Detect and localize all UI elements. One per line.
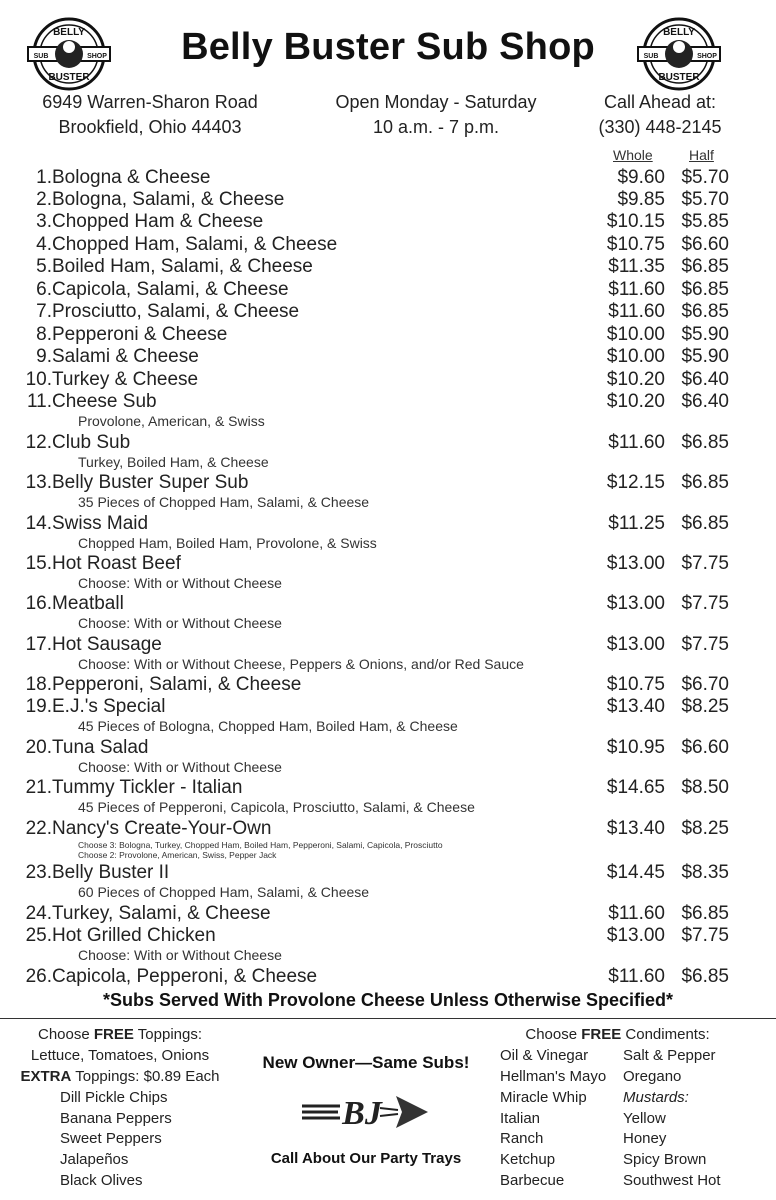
item-description: 45 Pieces of Pepperoni, Capicola, Prosciutto, Salami, & Cheese bbox=[78, 799, 475, 815]
item-number: 14. bbox=[25, 513, 52, 534]
price-half: $8.50 bbox=[681, 777, 729, 798]
item-name: Nancy's Create-Your-Own bbox=[52, 818, 272, 839]
item-number: 10. bbox=[25, 369, 52, 390]
extra-topping-item: Sweet Peppers bbox=[60, 1130, 162, 1147]
call-ahead-block bbox=[570, 90, 750, 140]
column-whole: Whole bbox=[613, 147, 653, 163]
item-name: Cheese Sub bbox=[52, 391, 157, 412]
price-whole: $9.60 bbox=[617, 167, 665, 188]
price-whole: $11.25 bbox=[608, 513, 665, 534]
hours-line2: 10 a.m. - 7 p.m. bbox=[372, 117, 500, 137]
provolone-footnote: *Subs Served With Provolone Cheese Unless Otherwise Specified* bbox=[102, 990, 673, 1010]
price-half: $6.85 bbox=[681, 301, 729, 322]
item-description: 35 Pieces of Chopped Ham, Salami, & Cheese bbox=[78, 494, 370, 510]
condiment-item: Salt & Pepper bbox=[623, 1047, 716, 1064]
item-description: Chopped Ham, Boiled Ham, Provolone, & Swiss bbox=[78, 535, 377, 551]
item-name: Prosciutto, Salami, & Cheese bbox=[52, 301, 300, 322]
mustard-item: Southwest Hot bbox=[623, 1172, 721, 1189]
price-whole: $10.20 bbox=[606, 369, 665, 390]
price-half: $6.85 bbox=[681, 432, 729, 453]
address-block bbox=[20, 90, 280, 140]
price-whole: $11.60 bbox=[608, 279, 665, 300]
item-name: Capicola, Pepperoni, & Cheese bbox=[52, 966, 318, 987]
price-half: $6.70 bbox=[681, 674, 729, 695]
item-name: Club Sub bbox=[52, 432, 131, 453]
logo-top-text: BELLY bbox=[53, 27, 85, 38]
item-number: 20. bbox=[25, 737, 52, 758]
price-whole: $13.40 bbox=[606, 818, 665, 839]
item-name: E.J.'s Special bbox=[52, 696, 166, 717]
price-whole: $11.35 bbox=[608, 256, 665, 277]
price-half: $7.75 bbox=[681, 634, 729, 655]
item-number: 13. bbox=[25, 472, 52, 493]
logo-bottom-text: BUSTER bbox=[48, 72, 90, 83]
price-whole: $9.85 bbox=[617, 189, 665, 210]
price-half: $8.25 bbox=[681, 818, 729, 839]
condiment-item: Italian bbox=[500, 1110, 541, 1127]
section-divider bbox=[0, 1018, 776, 1019]
column-half: Half bbox=[689, 147, 714, 163]
price-half: $6.85 bbox=[681, 256, 729, 277]
call-ahead-label: Call Ahead at: bbox=[603, 92, 717, 112]
item-name: Tuna Salad bbox=[52, 737, 149, 758]
item-name: Turkey, Salami, & Cheese bbox=[52, 903, 271, 924]
item-number: 11. bbox=[26, 391, 52, 412]
price-half: $6.85 bbox=[681, 966, 729, 987]
price-half: $6.85 bbox=[681, 279, 729, 300]
party-trays-note: Call About Our Party Trays bbox=[270, 1150, 462, 1167]
item-name: Hot Grilled Chicken bbox=[52, 925, 216, 946]
condiment-item: Ranch bbox=[500, 1130, 544, 1147]
extra-topping-item: Jalapeños bbox=[60, 1151, 129, 1168]
item-number: 15. bbox=[25, 553, 52, 574]
item-description: Provolone, American, & Swiss bbox=[78, 413, 265, 429]
item-number: 9. bbox=[36, 346, 52, 367]
price-whole: $13.00 bbox=[606, 634, 665, 655]
item-name: Chopped Ham & Cheese bbox=[52, 211, 264, 232]
price-whole: $10.75 bbox=[606, 234, 665, 255]
item-description: Choose: With or Without Cheese bbox=[78, 615, 282, 631]
item-number: 4. bbox=[36, 234, 52, 255]
extra-topping-item: Dill Pickle Chips bbox=[60, 1089, 168, 1106]
toppings-heading-free: FREE bbox=[93, 1026, 134, 1043]
price-whole: $10.95 bbox=[606, 737, 665, 758]
logo-left-text: SUB bbox=[33, 53, 49, 60]
item-description: Turkey, Boiled Ham, & Cheese bbox=[78, 454, 269, 470]
item-number: 2. bbox=[36, 189, 52, 210]
price-whole: $11.60 bbox=[608, 966, 665, 987]
price-half: $6.60 bbox=[681, 737, 729, 758]
logo-right-text: SHOP bbox=[697, 53, 717, 60]
item-name: Tummy Tickler - Italian bbox=[52, 777, 243, 798]
extra-toppings-bold: EXTRA bbox=[20, 1068, 72, 1085]
price-whole: $11.60 bbox=[608, 903, 665, 924]
condiment-item: Oil & Vinegar bbox=[500, 1047, 589, 1064]
condiment-item: Oregano bbox=[623, 1068, 682, 1085]
price-whole: $10.75 bbox=[606, 674, 665, 695]
svg-text:BJ: BJ bbox=[342, 1095, 382, 1132]
item-name: Turkey & Cheese bbox=[52, 369, 199, 390]
item-number: 21. bbox=[25, 777, 52, 798]
item-description: Choose: With or Without Cheese bbox=[78, 575, 282, 591]
item-description-choose2: Choose 2: Provolone, American, Swiss, Pepper Jack bbox=[78, 850, 277, 860]
mustards-label: Mustards: bbox=[623, 1089, 689, 1106]
mustard-item: Yellow bbox=[623, 1110, 666, 1127]
item-number: 5. bbox=[36, 256, 52, 277]
hours-line1: Open Monday - Saturday bbox=[335, 92, 537, 112]
item-name: Salami & Cheese bbox=[52, 346, 199, 367]
item-number: 16. bbox=[25, 593, 52, 614]
item-number: 18. bbox=[25, 674, 52, 695]
item-number: 25. bbox=[25, 925, 52, 946]
condiments-heading-free: FREE bbox=[581, 1026, 622, 1043]
bj-arrowhead-logo bbox=[300, 1088, 432, 1136]
price-whole: $10.20 bbox=[606, 391, 665, 412]
price-half: $7.75 bbox=[681, 553, 729, 574]
price-half: $7.75 bbox=[681, 925, 729, 946]
price-whole: $10.00 bbox=[606, 324, 665, 345]
toppings-heading-pre: Choose bbox=[38, 1026, 94, 1043]
belly-buster-logo-right bbox=[637, 17, 721, 91]
item-number: 24. bbox=[25, 903, 52, 924]
condiment-item: Ketchup bbox=[500, 1151, 556, 1168]
price-whole: $10.00 bbox=[606, 346, 665, 367]
address-line2: Brookfield, Ohio 44403 bbox=[58, 117, 242, 137]
logo-left-text: SUB bbox=[643, 53, 659, 60]
price-half: $5.85 bbox=[681, 211, 729, 232]
free-toppings-list: Lettuce, Tomatoes, Onions bbox=[30, 1047, 210, 1064]
item-name: Capicola, Salami, & Cheese bbox=[52, 279, 289, 300]
item-name: Meatball bbox=[52, 593, 124, 614]
item-name: Bologna & Cheese bbox=[52, 167, 211, 188]
item-name: Pepperoni, Salami, & Cheese bbox=[52, 674, 302, 695]
condiments-heading bbox=[500, 1024, 735, 1045]
price-whole: $14.65 bbox=[606, 777, 665, 798]
extra-toppings-price: Toppings: $0.89 Each bbox=[71, 1068, 220, 1085]
price-half: $6.85 bbox=[681, 903, 729, 924]
logo-top-text: BELLY bbox=[663, 27, 695, 38]
address-line1: 6949 Warren-Sharon Road bbox=[42, 92, 258, 112]
item-number: 12. bbox=[25, 432, 52, 453]
price-whole: $12.15 bbox=[606, 472, 665, 493]
item-description: Choose: With or Without Cheese bbox=[78, 759, 282, 775]
price-whole: $10.15 bbox=[606, 211, 665, 232]
condiment-item: Hellman's Mayo bbox=[500, 1068, 607, 1085]
price-half: $6.85 bbox=[681, 513, 729, 534]
item-number: 26. bbox=[25, 966, 52, 987]
price-half: $5.70 bbox=[681, 167, 729, 188]
extra-toppings-heading bbox=[0, 1066, 240, 1087]
price-whole: $13.40 bbox=[606, 696, 665, 717]
price-half: $6.85 bbox=[681, 472, 729, 493]
item-description: Choose: With or Without Cheese, Peppers & Onions, and/or Red Sauce bbox=[78, 656, 524, 672]
logo-bottom-text: BUSTER bbox=[658, 72, 700, 83]
item-name: Pepperoni & Cheese bbox=[52, 324, 228, 345]
item-name: Swiss Maid bbox=[52, 513, 149, 534]
logo-right-text: SHOP bbox=[87, 53, 107, 60]
hours-block bbox=[306, 90, 566, 140]
item-name: Belly Buster Super Sub bbox=[52, 472, 249, 493]
price-half: $6.40 bbox=[681, 391, 729, 412]
price-whole: $11.60 bbox=[608, 301, 665, 322]
mustard-item: Honey bbox=[623, 1130, 667, 1147]
condiments-heading-pre: Choose bbox=[525, 1026, 582, 1043]
toppings-heading-post: Toppings: bbox=[133, 1026, 202, 1043]
price-half: $5.90 bbox=[681, 346, 729, 367]
price-half: $6.40 bbox=[681, 369, 729, 390]
price-half: $6.60 bbox=[681, 234, 729, 255]
price-whole: $14.45 bbox=[606, 862, 665, 883]
item-description-choose3: Choose 3: Bologna, Turkey, Chopped Ham, Boiled Ham, Pepperoni, Salami, Capicola, Prosciutto bbox=[78, 840, 443, 850]
extra-topping-item: Banana Peppers bbox=[60, 1110, 172, 1127]
price-whole: $13.00 bbox=[606, 925, 665, 946]
condiments-heading-post: Condiments: bbox=[621, 1026, 710, 1043]
condiment-item: Miracle Whip bbox=[500, 1089, 587, 1106]
item-name: Hot Sausage bbox=[52, 634, 162, 655]
item-number: 6. bbox=[36, 279, 52, 300]
item-name: Bologna, Salami, & Cheese bbox=[52, 189, 285, 210]
item-number: 7. bbox=[36, 301, 52, 322]
mustard-item: Spicy Brown bbox=[623, 1151, 707, 1168]
price-half: $7.75 bbox=[681, 593, 729, 614]
item-number: 3. bbox=[36, 211, 52, 232]
item-number: 19. bbox=[25, 696, 52, 717]
extra-topping-item: Black Olives bbox=[60, 1172, 143, 1189]
item-number: 22. bbox=[25, 818, 52, 839]
item-number: 1. bbox=[36, 167, 52, 188]
phone-number[interactable]: (330) 448-2145 bbox=[598, 117, 722, 137]
item-number: 17. bbox=[25, 634, 52, 655]
item-description: 45 Pieces of Bologna, Chopped Ham, Boiled Ham, & Cheese bbox=[78, 718, 458, 734]
item-number: 8. bbox=[36, 324, 52, 345]
toppings-heading bbox=[0, 1024, 240, 1045]
price-half: $8.25 bbox=[681, 696, 729, 717]
price-whole: $13.00 bbox=[606, 593, 665, 614]
item-name: Boiled Ham, Salami, & Cheese bbox=[52, 256, 313, 277]
condiment-item: Barbecue bbox=[500, 1172, 565, 1189]
item-number: 23. bbox=[25, 862, 52, 883]
price-whole: $11.60 bbox=[608, 432, 665, 453]
price-whole: $13.00 bbox=[606, 553, 665, 574]
price-half: $5.90 bbox=[681, 324, 729, 345]
shop-title: Belly Buster Sub Shop bbox=[181, 26, 595, 68]
item-name: Belly Buster II bbox=[52, 862, 170, 883]
item-name: Hot Roast Beef bbox=[52, 553, 181, 574]
new-owner-tagline: New Owner—Same Subs! bbox=[262, 1053, 470, 1072]
item-description: 60 Pieces of Chopped Ham, Salami, & Cheese bbox=[78, 884, 370, 900]
item-description: Choose: With or Without Cheese bbox=[78, 947, 282, 963]
price-half: $8.35 bbox=[681, 862, 729, 883]
price-half: $5.70 bbox=[681, 189, 729, 210]
item-name: Chopped Ham, Salami, & Cheese bbox=[52, 234, 338, 255]
